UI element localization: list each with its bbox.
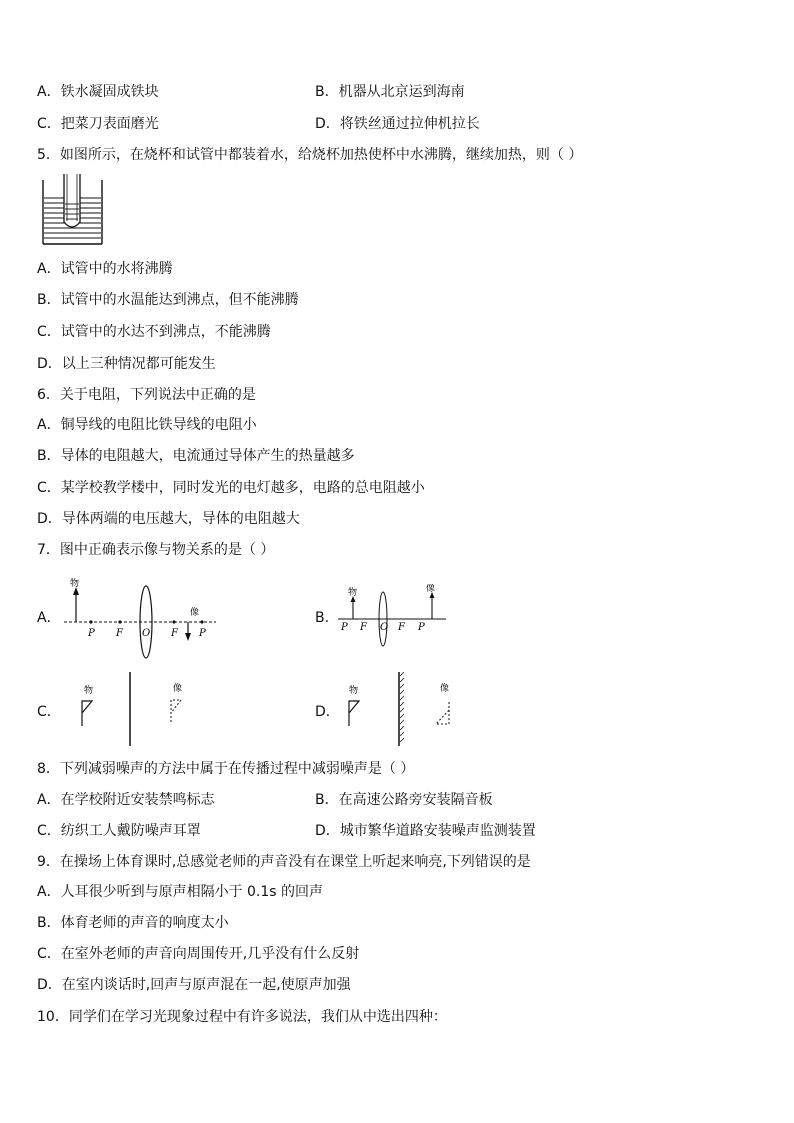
q5-option-a: A．试管中的水将沸腾 — [37, 261, 173, 277]
q5-option-b: B．试管中的水温能达到沸点，但不能沸腾 — [37, 292, 299, 308]
q7-option-a-label: A． — [37, 610, 61, 626]
q7b-p-left: P — [341, 622, 348, 633]
q7a-f-left: F — [116, 628, 123, 639]
q9-option-d: D．在室内谈话时,回声与原声混在一起,使原声加强 — [37, 977, 351, 993]
q9-option-a: A．人耳很少听到与原声相隔小于 0.1s 的回声 — [37, 884, 324, 900]
q10-stem: 10．同学们在学习光现象过程中有许多说法，我们从中选出四种： — [37, 1009, 447, 1025]
q5-option-c: C．试管中的水达不到沸点，不能沸腾 — [37, 324, 271, 340]
q7b-o: O — [380, 622, 389, 633]
q7-diagram-c-plane-mirror — [74, 672, 194, 748]
q6-option-a: A．铜导线的电阻比铁导线的电阻小 — [37, 417, 257, 433]
q8-option-d: D．城市繁华道路安装噪声监测装置 — [315, 823, 536, 839]
q6-option-c: C．某学校教学楼中，同时发光的电灯越多，电路的总电阻越小 — [37, 480, 425, 496]
q7b-image-label: 像 — [426, 584, 436, 594]
q8-option-c: C．纺织工人戴防噪声耳罩 — [37, 823, 201, 839]
q9-option-c: C．在室外老师的声音向周围传开,几乎没有什么反射 — [37, 946, 360, 962]
q7-option-b-label: B． — [315, 610, 339, 626]
q8-option-b: B．在高速公路旁安装隔音板 — [315, 792, 493, 808]
q9-option-b: B．体育老师的声音的响度太小 — [37, 915, 229, 931]
q7c-object-label: 物 — [84, 686, 94, 696]
q7b-f-left: F — [360, 622, 367, 633]
q6-option-b: B．导体的电阻越大，电流通过导体产生的热量越多 — [37, 448, 355, 464]
q7-option-d-label: D． — [315, 704, 340, 720]
q7c-image-label: 像 — [173, 684, 183, 694]
q7a-object-label: 物 — [70, 579, 80, 589]
q7d-object-label: 物 — [349, 686, 359, 696]
q7-stem: 7．图中正确表示像与物关系的是（ ） — [37, 542, 275, 558]
q7-diagram-d-plane-mirror — [343, 672, 463, 748]
q7a-o: O — [142, 628, 151, 639]
q6-stem: 6．关于电阻，下列说法中正确的是 — [37, 387, 256, 403]
q7b-object-label: 物 — [348, 588, 358, 598]
q4-option-c: C．把菜刀表面磨光 — [37, 116, 159, 132]
q7b-p-right: P — [418, 622, 425, 633]
q8-stem: 8．下列减弱噪声的方法中属于在传播过程中减弱噪声是（ ） — [37, 761, 415, 777]
q7-diagram-b-convex-lens — [336, 584, 448, 650]
q7-diagram-a-convex-lens — [60, 574, 220, 662]
q8-option-a: A．在学校附近安装禁鸣标志 — [37, 792, 215, 808]
q7a-p-right: P — [199, 628, 206, 639]
q4-option-d: D．将铁丝通过拉伸机拉长 — [315, 116, 480, 132]
q4-option-a: A．铁水凝固成铁块 — [37, 84, 159, 100]
q5-beaker-diagram — [40, 174, 106, 248]
q7a-p-left: P — [88, 628, 95, 639]
q6-option-d: D．导体两端的电压越大，导体的电阻越大 — [37, 511, 300, 527]
q5-stem: 5．如图所示，在烧杯和试管中都装着水，给烧杯加热使杯中水沸腾，继续加热，则（ ） — [37, 147, 583, 163]
q7d-image-label: 像 — [440, 684, 450, 694]
q5-option-d: D．以上三种情况都可能发生 — [37, 356, 216, 372]
q7b-f-right: F — [398, 622, 405, 633]
q9-stem: 9．在操场上体育课时,总感觉老师的声音没有在课堂上听起来响亮,下列错误的是 — [37, 854, 531, 870]
q7a-image-label: 像 — [190, 608, 200, 618]
q4-option-b: B．机器从北京运到海南 — [315, 84, 465, 100]
q7a-f-right: F — [171, 628, 178, 639]
q7-option-c-label: C． — [37, 704, 61, 720]
